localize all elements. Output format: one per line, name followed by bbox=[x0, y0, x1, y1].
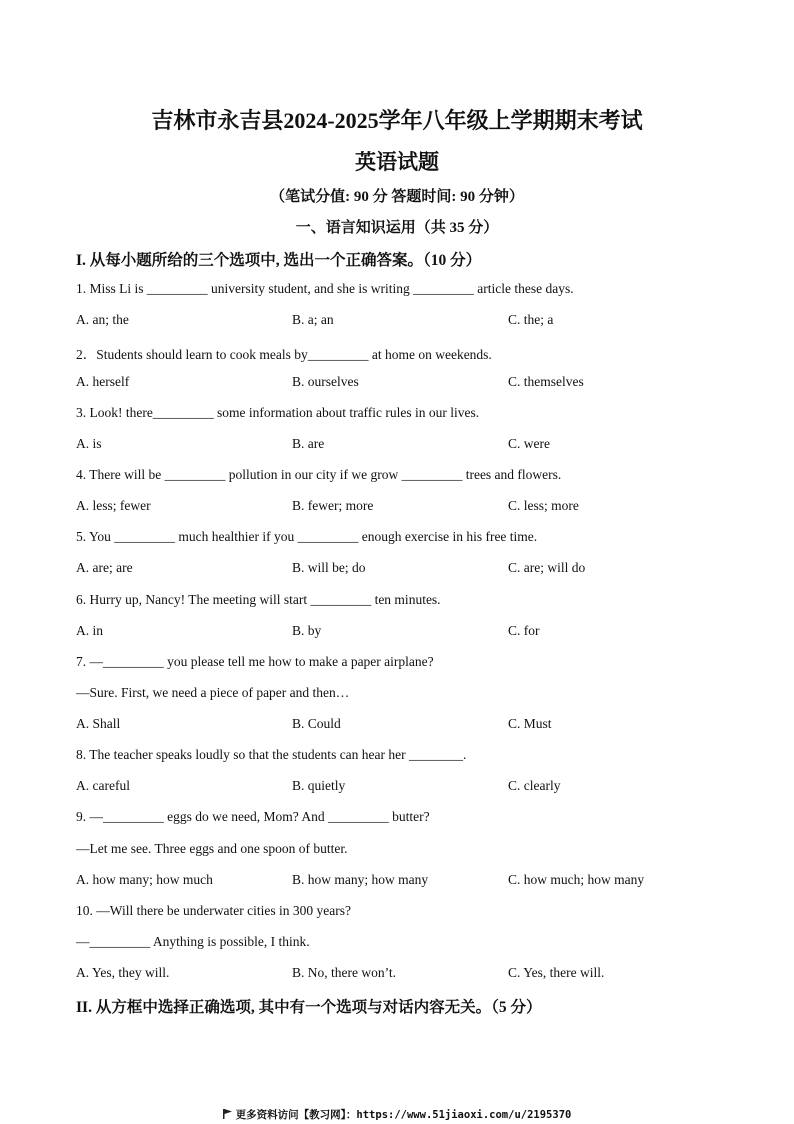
question-10-reply: —_________ Anything is possible, I think. bbox=[76, 934, 310, 949]
question-9-option-b: B. how many; how many bbox=[292, 872, 429, 887]
question-9-option-a: A. how many; how much bbox=[76, 872, 213, 887]
question-1-option-c: C. the; a bbox=[508, 312, 554, 327]
question-6-option-a: A. in bbox=[76, 623, 103, 638]
question-7-option-b: B. Could bbox=[292, 716, 341, 731]
question-5-option-a: A. are; are bbox=[76, 560, 133, 575]
question-2-option-b: B. ourselves bbox=[292, 374, 359, 389]
question-8-stem: 8. The teacher speaks loudly so that the students can hear her ________. bbox=[76, 747, 467, 762]
question-8-option-c: C. clearly bbox=[508, 778, 561, 793]
question-7-reply: —Sure. First, we need a piece of paper and then… bbox=[76, 685, 350, 700]
section-2-heading: II. 从方框中选择正确选项, 其中有一个选项与对话内容无关。（5 分） bbox=[76, 999, 542, 1016]
question-2-stem: 2．Students should learn to cook meals by_________ at home on weekends. bbox=[76, 347, 492, 362]
part-heading: 一、语言知识运用（共 35 分） bbox=[295, 220, 499, 236]
question-10-option-b: B. No, there won’t. bbox=[292, 965, 396, 980]
question-3-stem: 3. Look! there_________ some information about traffic rules in our lives. bbox=[76, 405, 480, 420]
question-3-option-b: B. are bbox=[292, 436, 325, 451]
question-7-stem: 7. —_________ you please tell me how to make a paper airplane? bbox=[76, 654, 434, 669]
question-1-option-b: B. a; an bbox=[292, 312, 334, 327]
question-1-option-a: A. an; the bbox=[76, 312, 129, 327]
question-7-option-c: C. Must bbox=[508, 716, 552, 731]
exam-meta: （笔试分值: 90 分 答题时间: 90 分钟） bbox=[270, 189, 524, 205]
question-5-option-c: C. are; will do bbox=[508, 560, 586, 575]
question-4-stem: 4. There will be _________ pollution in our city if we grow _________ trees and flowers. bbox=[76, 467, 562, 482]
question-2-option-a: A. herself bbox=[76, 374, 130, 389]
question-2-option-c: C. themselves bbox=[508, 374, 584, 389]
question-3-option-c: C. were bbox=[508, 436, 550, 451]
exam-title: 吉林市永吉县2024-2025学年八年级上学期期末考试 bbox=[151, 108, 643, 133]
footer bbox=[0, 1107, 794, 1122]
question-6-option-b: B. by bbox=[292, 623, 322, 638]
footer-link[interactable]: 更多资料访问【教习网】：https://www.51jiaoxi.com/u/2195370 bbox=[235, 1109, 572, 1121]
question-4-option-c: C. less; more bbox=[508, 498, 579, 513]
question-7-option-a: A. Shall bbox=[76, 716, 121, 731]
question-6-stem: 6. Hurry up, Nancy! The meeting will start _________ ten minutes. bbox=[76, 592, 441, 607]
question-5-stem: 5. You _________ much healthier if you _________ enough exercise in his free time. bbox=[76, 529, 538, 544]
question-10-option-a: A. Yes, they will. bbox=[76, 965, 170, 980]
question-9-stem: 9. —_________ eggs do we need, Mom? And _________ butter? bbox=[76, 809, 430, 824]
question-8-option-b: B. quietly bbox=[292, 778, 346, 793]
question-4-option-b: B. fewer; more bbox=[292, 498, 374, 513]
question-10-stem: 10. —Will there be underwater cities in 300 years? bbox=[76, 903, 351, 918]
question-9-reply: —Let me see. Three eggs and one spoon of butter. bbox=[76, 841, 348, 856]
question-5-option-b: B. will be; do bbox=[292, 560, 366, 575]
question-1-stem: 1. Miss Li is _________ university student, and she is writing _________ article these days. bbox=[76, 281, 574, 296]
section-1-heading: I. 从每小题所给的三个选项中, 选出一个正确答案。（10 分） bbox=[76, 252, 482, 269]
exam-subtitle: 英语试题 bbox=[355, 150, 439, 174]
question-9-option-c: C. how much; how many bbox=[508, 872, 645, 887]
question-8-option-a: A. careful bbox=[76, 778, 130, 793]
question-4-option-a: A. less; fewer bbox=[76, 498, 151, 513]
question-10-option-c: C. Yes, there will. bbox=[508, 965, 605, 980]
question-3-option-a: A. is bbox=[76, 436, 102, 451]
flag-icon bbox=[223, 1109, 232, 1119]
question-6-option-c: C. for bbox=[508, 623, 540, 638]
